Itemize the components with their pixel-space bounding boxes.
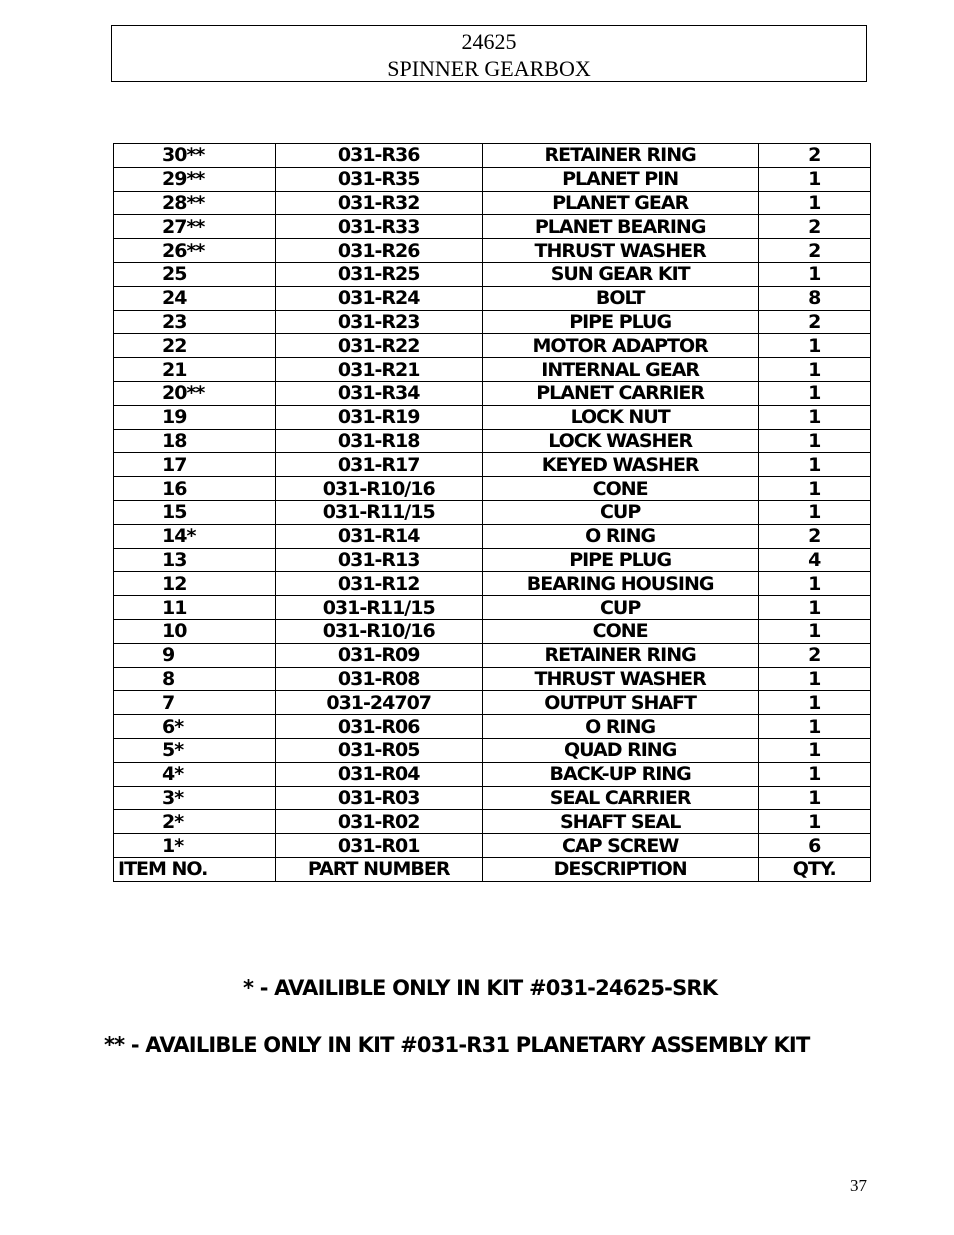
item-number-cell: 27** <box>114 215 276 239</box>
table-row <box>114 334 871 358</box>
description-cell: PLANET PIN <box>482 167 758 191</box>
description-cell: PLANET BEARING <box>482 215 758 239</box>
table-row <box>114 239 871 263</box>
item-number-cell: 14* <box>114 524 276 548</box>
table-row <box>114 262 871 286</box>
description-cell: LOCK WASHER <box>482 429 758 453</box>
table-row <box>114 786 871 810</box>
part-number-cell: 031-R13 <box>275 548 482 572</box>
part-number-cell: 031-R01 <box>275 834 482 858</box>
table-row <box>114 691 871 715</box>
model-number: 24625 <box>461 29 517 54</box>
quantity-cell: 1 <box>758 596 870 620</box>
item-number-cell: 20** <box>114 381 276 405</box>
kit-note-planetary: ** - AVAILIBLE ONLY IN KIT #031-R31 PLANETARY ASSEMBLY KIT <box>104 1033 810 1057</box>
table-row <box>114 429 871 453</box>
description-cell: BOLT <box>482 286 758 310</box>
part-number-cell: 031-R05 <box>275 738 482 762</box>
quantity-cell: 2 <box>758 524 870 548</box>
quantity-cell: 1 <box>758 167 870 191</box>
column-header: DESCRIPTION <box>482 857 758 881</box>
part-number-cell: 031-R35 <box>275 167 482 191</box>
quantity-cell: 1 <box>758 667 870 691</box>
description-cell: OUTPUT SHAFT <box>482 691 758 715</box>
table-row <box>114 572 871 596</box>
description-cell: CONE <box>482 619 758 643</box>
description-cell: SHAFT SEAL <box>482 810 758 834</box>
item-number-cell: 4* <box>114 762 276 786</box>
part-number-cell: 031-R04 <box>275 762 482 786</box>
table-row <box>114 215 871 239</box>
item-number-cell: 12 <box>114 572 276 596</box>
description-cell: BEARING HOUSING <box>482 572 758 596</box>
part-number-cell: 031-R10/16 <box>275 477 482 501</box>
part-number-cell: 031-R26 <box>275 239 482 263</box>
quantity-cell: 1 <box>758 405 870 429</box>
table-row <box>114 500 871 524</box>
item-number-cell: 5* <box>114 738 276 762</box>
part-number-cell: 031-R03 <box>275 786 482 810</box>
quantity-cell: 2 <box>758 239 870 263</box>
quantity-cell: 1 <box>758 738 870 762</box>
quantity-cell: 1 <box>758 453 870 477</box>
item-number-cell: 18 <box>114 429 276 453</box>
part-number-cell: 031-R21 <box>275 358 482 382</box>
item-number-cell: 15 <box>114 500 276 524</box>
part-number-cell: 031-R32 <box>275 191 482 215</box>
quantity-cell: 8 <box>758 286 870 310</box>
part-number-cell: 031-R09 <box>275 643 482 667</box>
quantity-cell: 2 <box>758 310 870 334</box>
part-number-cell: 031-R18 <box>275 429 482 453</box>
part-number-cell: 031-R14 <box>275 524 482 548</box>
quantity-cell: 1 <box>758 572 870 596</box>
part-number-cell: 031-R06 <box>275 715 482 739</box>
quantity-cell: 1 <box>758 381 870 405</box>
table-row <box>114 548 871 572</box>
quantity-cell: 1 <box>758 619 870 643</box>
column-header: ITEM NO. <box>114 857 276 881</box>
table-row <box>114 762 871 786</box>
kit-note-seal-repair: * - AVAILIBLE ONLY IN KIT #031-24625-SRK <box>243 976 718 1000</box>
quantity-cell: 1 <box>758 810 870 834</box>
quantity-cell: 1 <box>758 429 870 453</box>
part-number-cell: 031-R36 <box>275 144 482 168</box>
item-number-cell: 9 <box>114 643 276 667</box>
quantity-cell: 1 <box>758 191 870 215</box>
description-cell: KEYED WASHER <box>482 453 758 477</box>
item-number-cell: 29** <box>114 167 276 191</box>
item-number-cell: 17 <box>114 453 276 477</box>
description-cell: RETAINER RING <box>482 144 758 168</box>
table-row <box>114 738 871 762</box>
item-number-cell: 28** <box>114 191 276 215</box>
table-row <box>114 453 871 477</box>
description-cell: INTERNAL GEAR <box>482 358 758 382</box>
quantity-cell: 1 <box>758 334 870 358</box>
description-cell: O RING <box>482 524 758 548</box>
item-number-cell: 24 <box>114 286 276 310</box>
table-row <box>114 381 871 405</box>
part-number-cell: 031-R23 <box>275 310 482 334</box>
part-number-cell: 031-R24 <box>275 286 482 310</box>
description-cell: SEAL CARRIER <box>482 786 758 810</box>
part-number-cell: 031-R17 <box>275 453 482 477</box>
item-number-cell: 23 <box>114 310 276 334</box>
page-title: SPINNER GEARBOX <box>387 56 591 81</box>
part-number-cell: 031-R25 <box>275 262 482 286</box>
part-number-cell: 031-R33 <box>275 215 482 239</box>
item-number-cell: 21 <box>114 358 276 382</box>
quantity-cell: 1 <box>758 477 870 501</box>
part-number-cell: 031-R19 <box>275 405 482 429</box>
item-number-cell: 8 <box>114 667 276 691</box>
item-number-cell: 26** <box>114 239 276 263</box>
description-cell: QUAD RING <box>482 738 758 762</box>
quantity-cell: 6 <box>758 834 870 858</box>
page-number: 37 <box>850 1176 867 1195</box>
item-number-cell: 16 <box>114 477 276 501</box>
item-number-cell: 3* <box>114 786 276 810</box>
parts-table <box>113 143 871 882</box>
quantity-cell: 1 <box>758 786 870 810</box>
table-row <box>114 524 871 548</box>
quantity-cell: 1 <box>758 262 870 286</box>
item-number-cell: 1* <box>114 834 276 858</box>
quantity-cell: 2 <box>758 643 870 667</box>
table-row <box>114 643 871 667</box>
table-row <box>114 619 871 643</box>
item-number-cell: 2* <box>114 810 276 834</box>
description-cell: RETAINER RING <box>482 643 758 667</box>
part-number-cell: 031-R02 <box>275 810 482 834</box>
table-row <box>114 834 871 858</box>
description-cell: PIPE PLUG <box>482 548 758 572</box>
description-cell: THRUST WASHER <box>482 239 758 263</box>
description-cell: O RING <box>482 715 758 739</box>
table-row <box>114 167 871 191</box>
quantity-cell: 1 <box>758 691 870 715</box>
quantity-cell: 2 <box>758 215 870 239</box>
item-number-cell: 10 <box>114 619 276 643</box>
part-number-cell: 031-R11/15 <box>275 500 482 524</box>
item-number-cell: 19 <box>114 405 276 429</box>
description-cell: CUP <box>482 500 758 524</box>
description-cell: PLANET CARRIER <box>482 381 758 405</box>
item-number-cell: 13 <box>114 548 276 572</box>
table-row <box>114 286 871 310</box>
part-number-cell: 031-R10/16 <box>275 619 482 643</box>
table-row <box>114 596 871 620</box>
description-cell: PIPE PLUG <box>482 310 758 334</box>
quantity-cell: 2 <box>758 144 870 168</box>
description-cell: BACK-UP RING <box>482 762 758 786</box>
quantity-cell: 1 <box>758 715 870 739</box>
table-header-row <box>114 857 871 881</box>
table-row <box>114 144 871 168</box>
part-number-cell: 031-24707 <box>275 691 482 715</box>
item-number-cell: 25 <box>114 262 276 286</box>
table-row <box>114 667 871 691</box>
description-cell: LOCK NUT <box>482 405 758 429</box>
part-number-cell: 031-R12 <box>275 572 482 596</box>
quantity-cell: 1 <box>758 358 870 382</box>
quantity-cell: 1 <box>758 762 870 786</box>
table-row <box>114 358 871 382</box>
description-cell: THRUST WASHER <box>482 667 758 691</box>
title-box <box>111 25 867 82</box>
description-cell: SUN GEAR KIT <box>482 262 758 286</box>
part-number-cell: 031-R22 <box>275 334 482 358</box>
quantity-cell: 4 <box>758 548 870 572</box>
table-row <box>114 810 871 834</box>
item-number-cell: 30** <box>114 144 276 168</box>
item-number-cell: 22 <box>114 334 276 358</box>
description-cell: CONE <box>482 477 758 501</box>
quantity-cell: 1 <box>758 500 870 524</box>
parts-table-body <box>114 144 871 882</box>
description-cell: CUP <box>482 596 758 620</box>
part-number-cell: 031-R34 <box>275 381 482 405</box>
column-header: PART NUMBER <box>275 857 482 881</box>
part-number-cell: 031-R11/15 <box>275 596 482 620</box>
description-cell: CAP SCREW <box>482 834 758 858</box>
table-row <box>114 715 871 739</box>
item-number-cell: 11 <box>114 596 276 620</box>
column-header: QTY. <box>758 857 870 881</box>
description-cell: PLANET GEAR <box>482 191 758 215</box>
table-row <box>114 310 871 334</box>
table-row <box>114 477 871 501</box>
description-cell: MOTOR ADAPTOR <box>482 334 758 358</box>
table-row <box>114 191 871 215</box>
item-number-cell: 7 <box>114 691 276 715</box>
part-number-cell: 031-R08 <box>275 667 482 691</box>
table-row <box>114 405 871 429</box>
item-number-cell: 6* <box>114 715 276 739</box>
